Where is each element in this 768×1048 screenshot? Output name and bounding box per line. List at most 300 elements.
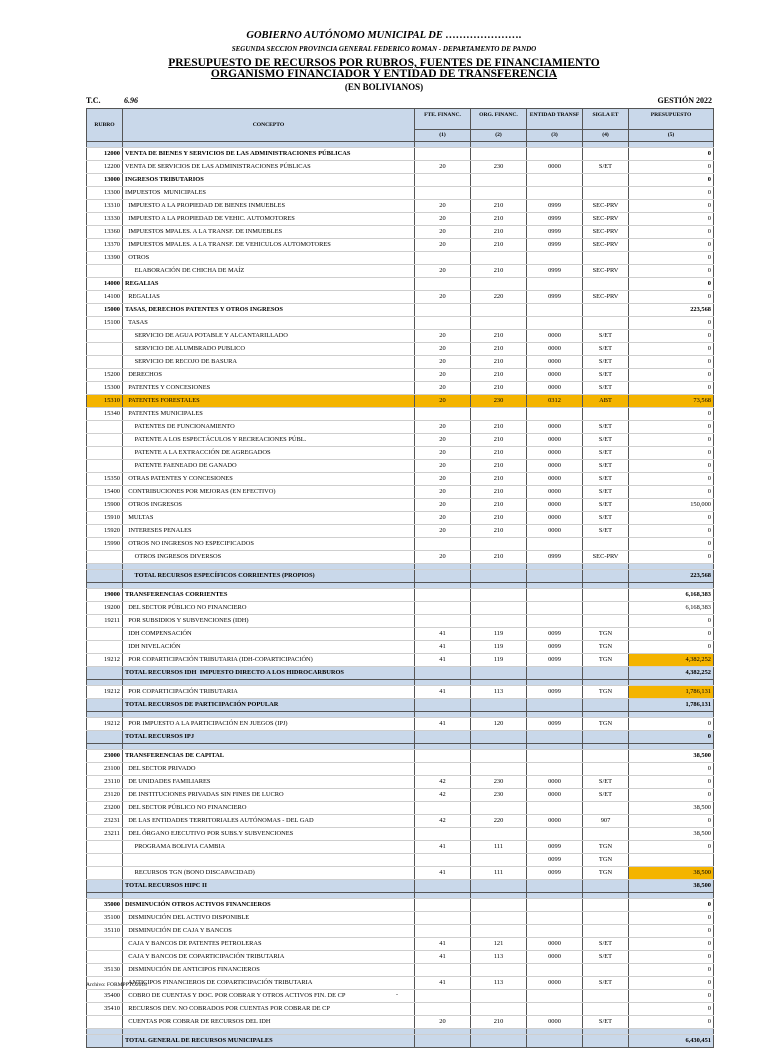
rubro-cell: 15100 [87, 317, 123, 330]
concepto-cell: PATENTES MUNICIPALES [123, 408, 415, 421]
rubro-cell [87, 854, 123, 867]
presupuesto-cell: 0 [629, 512, 714, 525]
sigla-cell: S/ET [583, 938, 629, 951]
concepto-cell: SERVICIO DE AGUA POTABLE Y ALCANTARILLADO [123, 330, 415, 343]
sigla-cell [583, 317, 629, 330]
fte-cell [415, 589, 471, 602]
table-row [87, 602, 714, 615]
fte-cell: 42 [415, 776, 471, 789]
table-row [87, 265, 714, 278]
presupuesto-cell: 0 [629, 551, 714, 564]
fte-cell: 41 [415, 938, 471, 951]
presupuesto-cell: 0 [629, 718, 714, 731]
concepto-cell: VENTA DE SERVICIOS DE LAS ADMINISTRACIONES PÚBLICAS [123, 161, 415, 174]
concepto-cell: DEL SECTOR PÚBLICO NO FINANCIERO [123, 802, 415, 815]
fte-cell [415, 925, 471, 938]
org-cell [471, 854, 527, 867]
table-row [87, 213, 714, 226]
rubro-cell: 15350 [87, 473, 123, 486]
presupuesto-cell: 0 [629, 434, 714, 447]
fte-cell: 20 [415, 551, 471, 564]
fte-cell [415, 828, 471, 841]
fte-cell: 20 [415, 512, 471, 525]
ent-cell: 0099 [527, 628, 583, 641]
org-cell [471, 408, 527, 421]
fte-cell [415, 317, 471, 330]
sigla-cell [583, 899, 629, 912]
org-cell: 210 [471, 239, 527, 252]
presupuesto-cell: 0 [629, 615, 714, 628]
rubro-cell [87, 880, 123, 893]
currency-note: (EN BOLIVIANOS) [344, 82, 424, 92]
sigla-cell: S/ET [583, 951, 629, 964]
sigla-cell [583, 912, 629, 925]
concepto-cell: PATENTE FAENEADO DE GANADO [123, 460, 415, 473]
presupuesto-cell [629, 854, 714, 867]
concepto-cell: DERECHOS [123, 369, 415, 382]
fte-cell [415, 880, 471, 893]
fte-cell [415, 750, 471, 763]
concepto-cell: IMPUESTOS MPALES. A LA TRANSF. DE INMUEBLES [123, 226, 415, 239]
concepto-cell: POR SUBSIDIOS Y SUBVENCIONES (IDH) [123, 615, 415, 628]
table-row [87, 841, 714, 854]
table-row [87, 330, 714, 343]
table-row [87, 395, 714, 408]
total-row [87, 731, 714, 744]
concepto-cell: OTROS INGRESOS [123, 499, 415, 512]
table-row [87, 686, 714, 699]
fte-cell: 20 [415, 226, 471, 239]
ent-cell: 0999 [527, 265, 583, 278]
rubro-cell: 23200 [87, 802, 123, 815]
org-cell: 111 [471, 867, 527, 880]
sigla-cell [583, 278, 629, 291]
fte-cell [415, 964, 471, 977]
sigla-cell: S/ET [583, 486, 629, 499]
presupuesto-cell: 0 [629, 977, 714, 990]
concepto-cell: ANTICIPOS FINANCIEROS DE COPARTICIPACIÓN TRIBUTARIA [123, 977, 415, 990]
presupuesto-cell: 0 [629, 951, 714, 964]
org-cell: 210 [471, 499, 527, 512]
concepto-cell: CAJA Y BANCOS DE COPARTICIPACIÓN TRIBUTARIA [123, 951, 415, 964]
fte-cell [415, 174, 471, 187]
concepto-cell: DISMINUCIÓN DE ANTICIPOS FINANCIEROS [123, 964, 415, 977]
ent-cell [527, 615, 583, 628]
rubro-cell: 13360 [87, 226, 123, 239]
org-cell: 113 [471, 977, 527, 990]
rubro-cell: 35130 [87, 964, 123, 977]
presupuesto-cell: 0 [629, 990, 714, 1003]
ent-cell [527, 538, 583, 551]
fte-cell: 20 [415, 265, 471, 278]
table-row [87, 628, 714, 641]
ent-cell: 0099 [527, 841, 583, 854]
org-cell [471, 802, 527, 815]
org-cell: 210 [471, 447, 527, 460]
rubro-cell: 35400 [87, 990, 123, 1003]
sigla-cell [583, 252, 629, 265]
total-row [87, 570, 714, 583]
concepto-cell: MULTAS [123, 512, 415, 525]
concepto-cell: REGALIAS [123, 291, 415, 304]
concepto-cell: POR COPARTICIPACIÓN TRIBUTARIA [123, 686, 415, 699]
table-row [87, 369, 714, 382]
presupuesto-cell: 0 [629, 239, 714, 252]
fte-cell: 20 [415, 499, 471, 512]
org-cell: 210 [471, 434, 527, 447]
table-row [87, 226, 714, 239]
rubro-cell [87, 628, 123, 641]
ent-cell: 0999 [527, 213, 583, 226]
org-cell: 210 [471, 1016, 527, 1029]
ent-cell [527, 925, 583, 938]
exchange-rate-label: T.C. [86, 96, 101, 105]
ent-cell: 0000 [527, 382, 583, 395]
presupuesto-cell: 0 [629, 789, 714, 802]
org-cell: 230 [471, 789, 527, 802]
presupuesto-cell: 0 [629, 200, 714, 213]
org-cell [471, 148, 527, 161]
presupuesto-cell: 0 [629, 187, 714, 200]
sigla-cell: SEC-PRV [583, 551, 629, 564]
ent-cell: 0000 [527, 460, 583, 473]
exchange-rate-value: 6.96 [124, 96, 138, 105]
org-cell [471, 667, 527, 680]
fte-cell: 41 [415, 841, 471, 854]
fte-cell: 20 [415, 291, 471, 304]
org-cell: 121 [471, 938, 527, 951]
ent-cell [527, 750, 583, 763]
sigla-cell: SEC-PRV [583, 226, 629, 239]
rubro-cell [87, 330, 123, 343]
rubro-cell: 35410 [87, 1003, 123, 1016]
sigla-cell: S/ET [583, 460, 629, 473]
sigla-cell [583, 589, 629, 602]
rubro-cell: 14100 [87, 291, 123, 304]
rubro-cell [87, 641, 123, 654]
col-num-3: (3) [527, 130, 583, 142]
org-cell [471, 174, 527, 187]
fte-cell [415, 570, 471, 583]
sigla-cell [583, 750, 629, 763]
rubro-cell: 35100 [87, 912, 123, 925]
org-cell: 210 [471, 473, 527, 486]
rubro-cell [87, 343, 123, 356]
table-row [87, 802, 714, 815]
total-row [87, 880, 714, 893]
col-header-fte: FTE. FINANC. [415, 109, 471, 130]
rubro-cell: 15200 [87, 369, 123, 382]
fte-cell: 20 [415, 525, 471, 538]
fte-cell [415, 278, 471, 291]
rubro-cell [87, 841, 123, 854]
fte-cell: 20 [415, 421, 471, 434]
presupuesto-cell: 0 [629, 841, 714, 854]
sigla-cell [583, 538, 629, 551]
concepto-cell: RECURSOS DEV. NO COBRADOS POR CUENTAS POR COBRAR DE CP [123, 1003, 415, 1016]
rubro-cell: 13310 [87, 200, 123, 213]
table-row [87, 718, 714, 731]
concepto-cell: OTROS [123, 252, 415, 265]
presupuesto-cell: 73,568 [629, 395, 714, 408]
sigla-cell: TGN [583, 641, 629, 654]
presupuesto-cell: 0 [629, 912, 714, 925]
rubro-cell [87, 731, 123, 744]
sigla-cell: S/ET [583, 434, 629, 447]
sigla-cell [583, 731, 629, 744]
fte-cell [415, 763, 471, 776]
table-row [87, 1003, 714, 1016]
concepto-cell: IMPUESTO A LA PROPIEDAD DE BIENES INMUEBLES [123, 200, 415, 213]
ent-cell: 0099 [527, 641, 583, 654]
ent-cell: 0000 [527, 343, 583, 356]
presupuesto-cell: 0 [629, 252, 714, 265]
concepto-cell: TOTAL RECURSOS DE PARTICIPACIÓN POPULAR [123, 699, 415, 712]
table-row [87, 951, 714, 964]
ent-cell: 0000 [527, 473, 583, 486]
table-row [87, 174, 714, 187]
table-row [87, 912, 714, 925]
sigla-cell: SEC-PRV [583, 291, 629, 304]
col-header-concepto: CONCEPTO [123, 109, 415, 142]
rubro-cell [87, 951, 123, 964]
table-row [87, 641, 714, 654]
sigla-cell: SEC-PRV [583, 239, 629, 252]
concepto-cell: DISMINUCIÓN DEL ACTIVO DISPONIBLE [123, 912, 415, 925]
table-row [87, 434, 714, 447]
concepto-cell: DEL ÓRGANO EJECUTIVO POR SUBS.Y SUBVENCIONES [123, 828, 415, 841]
table-row [87, 408, 714, 421]
ent-cell: 0000 [527, 789, 583, 802]
sigla-cell: S/ET [583, 330, 629, 343]
table-row [87, 776, 714, 789]
rubro-cell: 15920 [87, 525, 123, 538]
presupuesto-cell: 223,568 [629, 304, 714, 317]
rubro-cell: 15000 [87, 304, 123, 317]
sigla-cell: TGN [583, 654, 629, 667]
org-cell [471, 964, 527, 977]
org-cell [471, 304, 527, 317]
ent-cell: 0000 [527, 330, 583, 343]
rubro-cell: 15400 [87, 486, 123, 499]
sigla-cell [583, 925, 629, 938]
org-cell [471, 925, 527, 938]
table-row [87, 551, 714, 564]
ent-cell: 0999 [527, 551, 583, 564]
concepto-cell: INGRESOS TRIBUTARIOS [123, 174, 415, 187]
table-row [87, 789, 714, 802]
presupuesto-cell: 38,500 [629, 802, 714, 815]
table-row [87, 615, 714, 628]
concepto-cell: SERVICIO DE ALUMBRADO PUBLICO [123, 343, 415, 356]
concepto-cell: INTERESES PENALES [123, 525, 415, 538]
ent-cell [527, 278, 583, 291]
ent-cell: 0000 [527, 356, 583, 369]
presupuesto-cell: 6,430,451 [629, 1035, 714, 1048]
presupuesto-cell: 0 [629, 815, 714, 828]
fte-cell [415, 408, 471, 421]
presupuesto-cell: 0 [629, 421, 714, 434]
fte-cell [415, 615, 471, 628]
fte-cell [415, 699, 471, 712]
org-cell [471, 252, 527, 265]
total-row [87, 667, 714, 680]
concepto-cell: CUENTAS POR COBRAR DE RECURSOS DEL IDH [123, 1016, 415, 1029]
table-row [87, 447, 714, 460]
rubro-cell [87, 867, 123, 880]
org-cell: 210 [471, 460, 527, 473]
presupuesto-cell: 0 [629, 473, 714, 486]
fte-cell: 20 [415, 343, 471, 356]
sigla-cell [583, 148, 629, 161]
fte-cell [415, 304, 471, 317]
rubro-cell [87, 938, 123, 951]
ent-cell: 0099 [527, 867, 583, 880]
sigla-cell [583, 174, 629, 187]
presupuesto-cell: 4,382,252 [629, 667, 714, 680]
table-row [87, 828, 714, 841]
rubro-cell [87, 265, 123, 278]
rubro-cell: 13330 [87, 213, 123, 226]
ent-cell [527, 699, 583, 712]
sigla-cell: TGN [583, 867, 629, 880]
presupuesto-cell: 0 [629, 938, 714, 951]
rubro-cell: 14000 [87, 278, 123, 291]
org-cell: 113 [471, 951, 527, 964]
table-row [87, 525, 714, 538]
concepto-cell: DE INSTITUCIONES PRIVADAS SIN FINES DE LUCRO [123, 789, 415, 802]
org-cell [471, 880, 527, 893]
col-header-sigla: SIGLA ET [583, 109, 629, 130]
table-body [87, 142, 714, 1048]
org-cell: 119 [471, 628, 527, 641]
org-cell [471, 570, 527, 583]
ent-cell: 0000 [527, 977, 583, 990]
table-row [87, 964, 714, 977]
fte-cell: 20 [415, 356, 471, 369]
concepto-cell: DE UNIDADES FAMILIARES [123, 776, 415, 789]
concepto-cell: PROGRAMA BOLIVIA CAMBIA [123, 841, 415, 854]
concepto-cell: DE LAS ENTIDADES TERRITORIALES AUTÓNOMAS - DEL GAD [123, 815, 415, 828]
rubro-cell: 23211 [87, 828, 123, 841]
sigla-cell: S/ET [583, 512, 629, 525]
fte-cell [415, 602, 471, 615]
presupuesto-cell: 0 [629, 408, 714, 421]
presupuesto-cell: 1,786,131 [629, 699, 714, 712]
sigla-cell [583, 615, 629, 628]
ent-cell: 0000 [527, 369, 583, 382]
rubro-cell: 13000 [87, 174, 123, 187]
org-cell: 210 [471, 525, 527, 538]
fte-cell: 20 [415, 486, 471, 499]
presupuesto-cell: 0 [629, 161, 714, 174]
table-row [87, 763, 714, 776]
org-cell: 111 [471, 841, 527, 854]
rubro-cell: 19211 [87, 615, 123, 628]
presupuesto-cell: 38,500 [629, 828, 714, 841]
table-row [87, 499, 714, 512]
org-cell: 220 [471, 815, 527, 828]
concepto-cell: POR COPARTICIPACIÓN TRIBUTARIA (IDH-COPARTICIPACIÓN) [123, 654, 415, 667]
fte-cell: 41 [415, 654, 471, 667]
presupuesto-cell: 0 [629, 148, 714, 161]
presupuesto-cell: 150,000 [629, 499, 714, 512]
table-row [87, 252, 714, 265]
concepto-cell: TASAS, DERECHOS PATENTES Y OTROS INGRESOS [123, 304, 415, 317]
org-cell [471, 828, 527, 841]
presupuesto-cell: 0 [629, 1003, 714, 1016]
presupuesto-cell: 0 [629, 899, 714, 912]
ent-cell: 0000 [527, 512, 583, 525]
presupuesto-cell: 0 [629, 278, 714, 291]
sigla-cell: TGN [583, 628, 629, 641]
fte-cell [415, 1035, 471, 1048]
org-cell [471, 731, 527, 744]
table-row [87, 200, 714, 213]
table-header [87, 109, 714, 142]
presupuesto-cell: 0 [629, 265, 714, 278]
presupuesto-cell: 0 [629, 226, 714, 239]
concepto-cell: PATENTE A LA EXTRACCIÓN DE AGREGADOS [123, 447, 415, 460]
concepto-cell: PATENTES DE FUNCIONAMIENTO [123, 421, 415, 434]
ent-cell: 0000 [527, 1016, 583, 1029]
table-row [87, 239, 714, 252]
presupuesto-cell: 223,568 [629, 570, 714, 583]
concepto-cell: CAJA Y BANCOS DE PATENTES PETROLERAS [123, 938, 415, 951]
concepto-cell: TRANSFERENCIAS CORRIENTES [123, 589, 415, 602]
fte-cell: 20 [415, 447, 471, 460]
fte-cell: 20 [415, 1016, 471, 1029]
table-row [87, 654, 714, 667]
sigla-cell: TGN [583, 686, 629, 699]
ent-cell [527, 570, 583, 583]
ent-cell [527, 828, 583, 841]
rubro-cell: 23000 [87, 750, 123, 763]
org-cell [471, 317, 527, 330]
presupuesto-cell: 38,500 [629, 867, 714, 880]
ent-cell: 0999 [527, 239, 583, 252]
presupuesto-cell: 0 [629, 343, 714, 356]
org-cell: 210 [471, 265, 527, 278]
concepto-cell: VENTA DE BIENES Y SERVICIOS DE LAS ADMINISTRACIONES PÚBLICAS [123, 148, 415, 161]
presupuesto-cell: 0 [629, 356, 714, 369]
ent-cell [527, 187, 583, 200]
rubro-cell: 35110 [87, 925, 123, 938]
org-cell [471, 912, 527, 925]
fte-cell: 20 [415, 200, 471, 213]
presupuesto-cell: 4,382,252 [629, 654, 714, 667]
sigla-cell: S/ET [583, 421, 629, 434]
ent-cell [527, 964, 583, 977]
org-cell [471, 990, 527, 1003]
sigla-cell [583, 699, 629, 712]
presupuesto-cell: 0 [629, 1016, 714, 1029]
fte-cell: 20 [415, 460, 471, 473]
org-cell: 119 [471, 654, 527, 667]
fte-cell: 20 [415, 330, 471, 343]
ent-cell [527, 990, 583, 1003]
fte-cell [415, 899, 471, 912]
presupuesto-cell: 0 [629, 369, 714, 382]
org-cell: 230 [471, 776, 527, 789]
ent-cell: 0312 [527, 395, 583, 408]
rubro-cell: 19200 [87, 602, 123, 615]
presupuesto-cell: 38,500 [629, 880, 714, 893]
report-title: PRESUPUESTO DE RECURSOS POR RUBROS, FUENTES DE FINANCIAMIENTO [168, 57, 600, 69]
fte-cell: 20 [415, 213, 471, 226]
presupuesto-cell: 0 [629, 317, 714, 330]
table-row [87, 317, 714, 330]
